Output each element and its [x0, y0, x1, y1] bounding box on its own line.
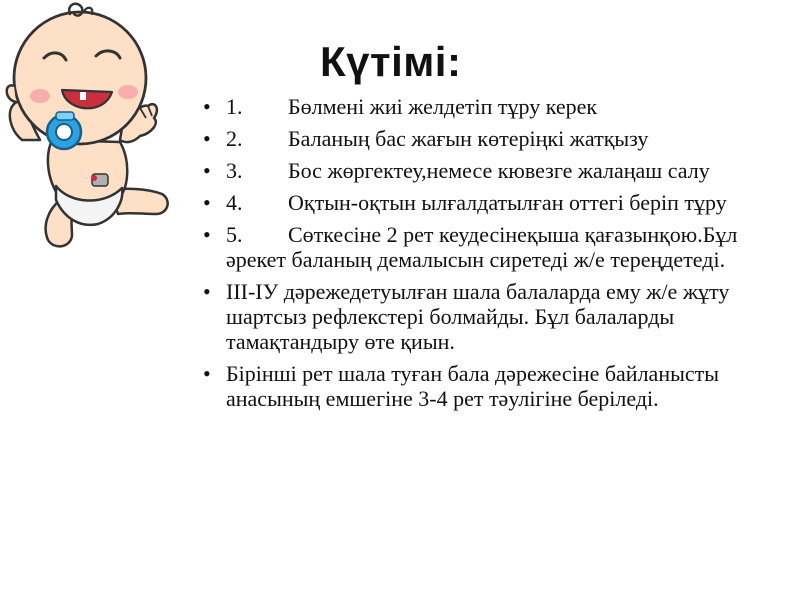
item-text: Сөткесіне 2 рет кеудесінеқыша қағазынқою.Бұл әрекет баланың демалысын сиретеді ж/е тереңдетеді. [226, 222, 738, 272]
item-number: 4. [226, 190, 243, 215]
list-item [198, 126, 778, 151]
care-list [198, 94, 778, 418]
item-number: 5. [226, 222, 243, 247]
bullet-icon: • [203, 126, 211, 151]
bullet-icon: • [203, 158, 211, 183]
bullet-icon: • [203, 94, 211, 119]
item-text: Оқтын-оқтын ылғалдатылған оттегі беріп тұру [288, 190, 727, 215]
item-text: III-IУ дәрежедетуылған шала балаларда ему ж/е жұту шартсыз рефлекстері болмайды. Бұл балаларды тамақтандыру өте қиын. [226, 279, 730, 354]
cartoon-baby-with-pacifier-icon [0, 0, 175, 260]
list-item [198, 190, 778, 215]
list-item [198, 222, 778, 272]
slide-title: Күтімі: [320, 38, 462, 85]
bullet-icon: • [203, 190, 211, 215]
item-text: Бос жөргектеу,немесе кювезге жалаңаш салу [288, 158, 710, 183]
bullet-icon: • [203, 361, 211, 386]
item-text: Бөлмені жиі желдетіп тұру керек [288, 94, 598, 119]
item-number: 2. [226, 126, 243, 151]
bullet-icon: • [203, 279, 211, 304]
list-item [198, 158, 778, 183]
item-text: Бірінші рет шала туған бала дәрежесіне байланысты анасының емшегіне 3-4 рет тәулігіне беріледі. [226, 361, 720, 411]
list-item [198, 94, 778, 119]
item-number: 3. [226, 158, 243, 183]
list-item [198, 361, 778, 411]
list-item [198, 279, 778, 354]
item-text: Баланың бас жағын көтеріңкі жатқызу [288, 126, 649, 151]
item-number: 1. [226, 94, 243, 119]
bullet-icon: • [203, 222, 211, 247]
